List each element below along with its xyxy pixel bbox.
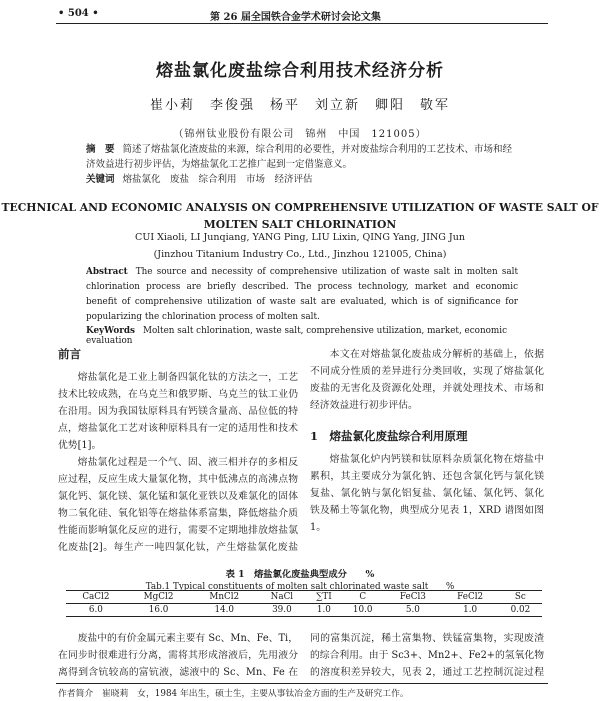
table1-caption-en: Tab.1 Typical constituents of molten salt chlorinated waste salt % <box>145 582 455 592</box>
table-cell: 16.0 <box>148 605 169 615</box>
table1-caption-cn: 表 1 熔盐氯化废盐典型成分 % <box>225 569 375 580</box>
keywords-cn <box>86 171 518 185</box>
authors-en: CUI Xiaoli, LI Junqiang, YANG Ping, LIU Lixin, QING Yang, JING Jun <box>135 232 465 243</box>
page-number: • 504 • <box>58 8 99 19</box>
section1-heading: 1 熔盐氯化废盐综合利用原理 <box>310 429 468 443</box>
abstract-en-label: Abstract <box>86 267 128 277</box>
after-table-right-text: 同的富集沉淀，稀土富集物、铁锰富集物，实现废渣的综合利用。由于 Sc3+、Mn2+、Fe2+的氢氧化物的溶度积差异较大，见表 2，通过工艺控制沉淀过程 <box>310 633 544 678</box>
affiliation-en: (Jinzhou Titanium Industry Co., Ltd., Jinzhou 121005, China) <box>153 249 447 260</box>
table-header-cell: FeCl3 <box>399 592 426 602</box>
left-column <box>58 346 298 558</box>
preface-paragraph-3: 本文在对熔盐氯化废盐成分解析的基础上，依据不同成分性质的差异进行分类回收，实现了熔盐氯化废盐的无害化及资源化处理，并就处理技术、市场和经济效益进行初步评估。 <box>310 349 544 411</box>
header-rule <box>56 23 548 24</box>
paper-title-cn: 熔盐氯化废盐综合利用技术经济分析 <box>156 61 444 81</box>
abstract-en <box>86 265 518 325</box>
abstract-cn-text: 简述了熔盐氯化渣废盐的来源，综合利用的必要性，并对废盐综合利用的工艺技术、市场和经济效益进行初步评估，为熔盐氯化工艺推广起到一定借鉴意义。 <box>86 144 513 170</box>
running-header: 第 26 届全国铁合金学术研讨会论文集 <box>210 12 381 23</box>
footnote-rule <box>56 683 548 684</box>
constituents-table <box>66 590 542 617</box>
abstract-en-text: The source and necessity of comprehensive utilization of waste salt in molten salt chlorination process are briefly described. The process technology, market and economic benefit of comprehensive utilization of waste salt are evaluated, which is of significance for popularizing the chlorination process of molten salt. <box>86 267 518 322</box>
abstract-cn <box>86 142 518 172</box>
keywords-en-label: KeyWords <box>86 326 135 336</box>
table-header-cell: CaCl2 <box>82 592 110 602</box>
table-cell: 5.0 <box>405 605 420 615</box>
table-header-cell: FeCl2 <box>457 592 484 602</box>
keywords-en-text: Molten salt chlorination, waste salt, comprehensive utilization, market, economic evaluation <box>86 326 508 346</box>
table-row <box>66 604 542 617</box>
table-cell: 0.02 <box>510 605 531 615</box>
preface-paragraph-2: 熔盐氯化过程是一个气、固、液三相并存的多相反应过程，反应生成大量氯化物，其中低沸点的高沸点物氯化钙、氯化镁、氯化锰和氯化亚铁以及难氯化的固体物二氧化硅、氧化铝等在熔盐体系富集，降低熔盐介质性能而影响氯化反应的进行，需要不定期地排放熔盐氯化废盐[2]。每生产一吨四氯化钛，产生熔盐氯化废盐 <box>58 457 298 553</box>
after-table-right <box>310 630 544 682</box>
abstract-cn-label: 摘 要 <box>86 144 115 155</box>
after-table-left <box>58 630 298 682</box>
after-table-left-text: 废盐中的有价金属元素主要有 Sc、Mn、Fe、Ti，在同步时很难进行分离，需将其形成溶液后，先用液分离得到含钪较高的富钪液，滤液中的 Sc、Mn、Fe 在 <box>58 633 298 678</box>
table-header-cell: C <box>359 592 367 602</box>
table-cell: 6.0 <box>88 605 103 615</box>
preface-heading: 前言 <box>58 347 81 361</box>
table-header-cell: NaCl <box>270 592 294 602</box>
table-header-row <box>66 591 542 604</box>
affiliation-cn: （锦州钛业股份有限公司 锦州 中国 121005） <box>173 129 427 140</box>
table-header-cell: ∑TI <box>316 592 332 602</box>
table-cell: 39.0 <box>272 605 292 615</box>
author-footnote: 作者简介 崔晓莉 女，1984 年出生，硕士生，主要从事钛冶金方面的生产及研究工作。 <box>58 689 409 699</box>
keywords-cn-label: 关键词 <box>86 174 115 185</box>
keywords-en <box>86 326 518 346</box>
table-cell: 1.0 <box>463 605 478 615</box>
paper-title-en: TECHNICAL AND ECONOMIC ANALYSIS ON COMPREHENSIVE UTILIZATION OF WASTE SALT OF MOLTEN SALT CHLORINATION <box>1 201 599 231</box>
authors-cn: 崔小莉 李俊强 杨平 刘立新 卿阳 敬军 <box>149 98 450 113</box>
table-header-cell: Sc <box>514 592 526 602</box>
table-cell: 14.0 <box>214 605 235 615</box>
table-header-cell: MnCl2 <box>209 592 240 602</box>
section1-paragraph-1: 熔盐氯化炉内钙镁和钛原料杂质氯化物在熔盐中累积，其主要成分为氯化钠、还包含氯化钙与氯化镁复盐、氯化钠与氯化铝复盐、氯化锰、氯化钙、氯化铁及稀土等氯化物，典型成分见表 1，XRD 谱图如图 1。 <box>310 454 544 533</box>
right-column <box>310 346 544 558</box>
preface-paragraph-1: 熔盐氯化是工业上制备四氯化钛的方法之一，工艺技术比较成熟，在乌克兰和俄罗斯、乌克兰的钛工业仍在沿用。因为我国钛原料具有钙镁含量高、品位低的特点，熔盐氯化工艺对该种原料具有一定的适用性和技术优势[1]。 <box>58 372 298 451</box>
table-cell: 1.0 <box>316 605 331 615</box>
table-header-cell: MgCl2 <box>143 592 174 602</box>
keywords-cn-text: 熔盐氯化 废盐 综合利用 市场 经济评估 <box>122 174 313 185</box>
table-cell: 10.0 <box>352 605 373 615</box>
